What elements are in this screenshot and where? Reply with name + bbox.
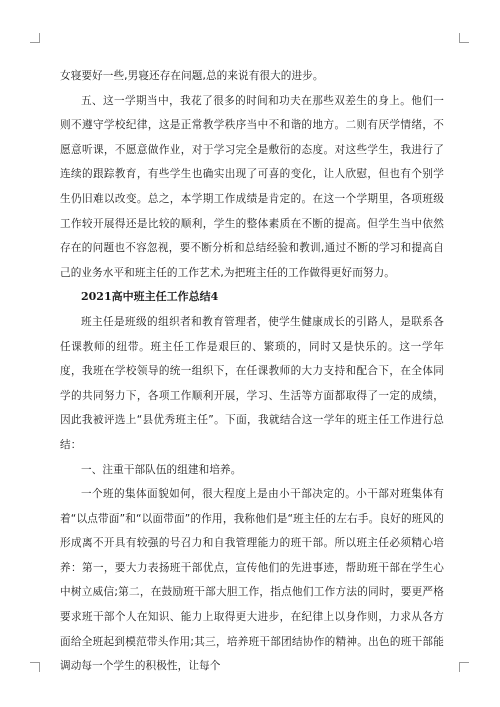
paragraph-intro: 班主任是班级的组织者和教育管理者，使学生健康成长的引路人，是联系各任课教师的纽带。班主任工作是艰巨的、繁琐的，同时又是快乐的。这一学年度，我班在学校领导的统一组织下，在任课教师的大力支持和配合下，在全体同学的共同努力下，各项工作顺利开展，学习、生活等方面都取得了一定的成绩，因此我被评选上“县优秀班主任”。下面，我就结合这一学年的班主任工作进行总结：: [60, 315, 444, 451]
crop-mark-top-left: [30, 33, 40, 43]
crop-mark-bottom-left: [30, 662, 40, 672]
paragraph-item-five: 五、这一学期当中，我花了很多的时间和功夫在那些双差生的身上。他们一则不遵守学校纪律，这是正常教学秩序当中不和谐的地方。二则有厌学情绪，不愿意听课，不愿意做作业，对于学习完全是敷衍的态度。对这些学生，我进行了连续的跟踪教育，有些学生也确实出现了可喜的变化，让人欣慰，但也有个别学生仍旧难以改变。总之，本学期工作成绩是肯定的。在这一个学期里，各项班级工作较开展得还是比较的顺利，学生的整体素质在不断的提高。但学生当中依然存在的问题也不容忽视，要不断分析和总结经验和教训,通过不断的学习和提高自己的业务水平和班主任的工作艺术,为把班主任的工作做得更好而努力。: [60, 94, 444, 279]
crop-mark-top-right: [459, 33, 469, 43]
paragraph-subheading-one: 一、注重干部队伍的组建和培养。: [81, 463, 242, 476]
crop-mark-bottom-right: [459, 662, 469, 672]
paragraph-cadre-training: 一个班的集体面貌如何，很大程度上是由小干部决定的。小干部对班集体有着“以点带面”和“以面带面”的作用，我称他们是“班主任的左右手。良好的班风的形成离不开具有较强的号召力和自我管理能力的班干部。所以班主任必须精心培养：第一，要大力表扬班干部优点，宣传他们的先进事迹，帮助班干部在学生心中树立威信;第二，在鼓励班干部大胆工作，指点他们工作方法的同时，要更严格要求班干部个人在知识、能力上取得更大进步，在纪律上以身作则，力求从各方面给全班起到模范带头作用;其三，培养班干部团结协作的精神。出色的班干部能调动每一个学生的积极性，让每个: [60, 488, 444, 673]
document-body: [60, 64, 444, 679]
paragraph-continuation: 女寝要好一些,男寝还存在问题,总的来说有很大的进步。: [60, 70, 324, 82]
section-heading: 2021高中班主任工作总结4: [81, 290, 219, 304]
